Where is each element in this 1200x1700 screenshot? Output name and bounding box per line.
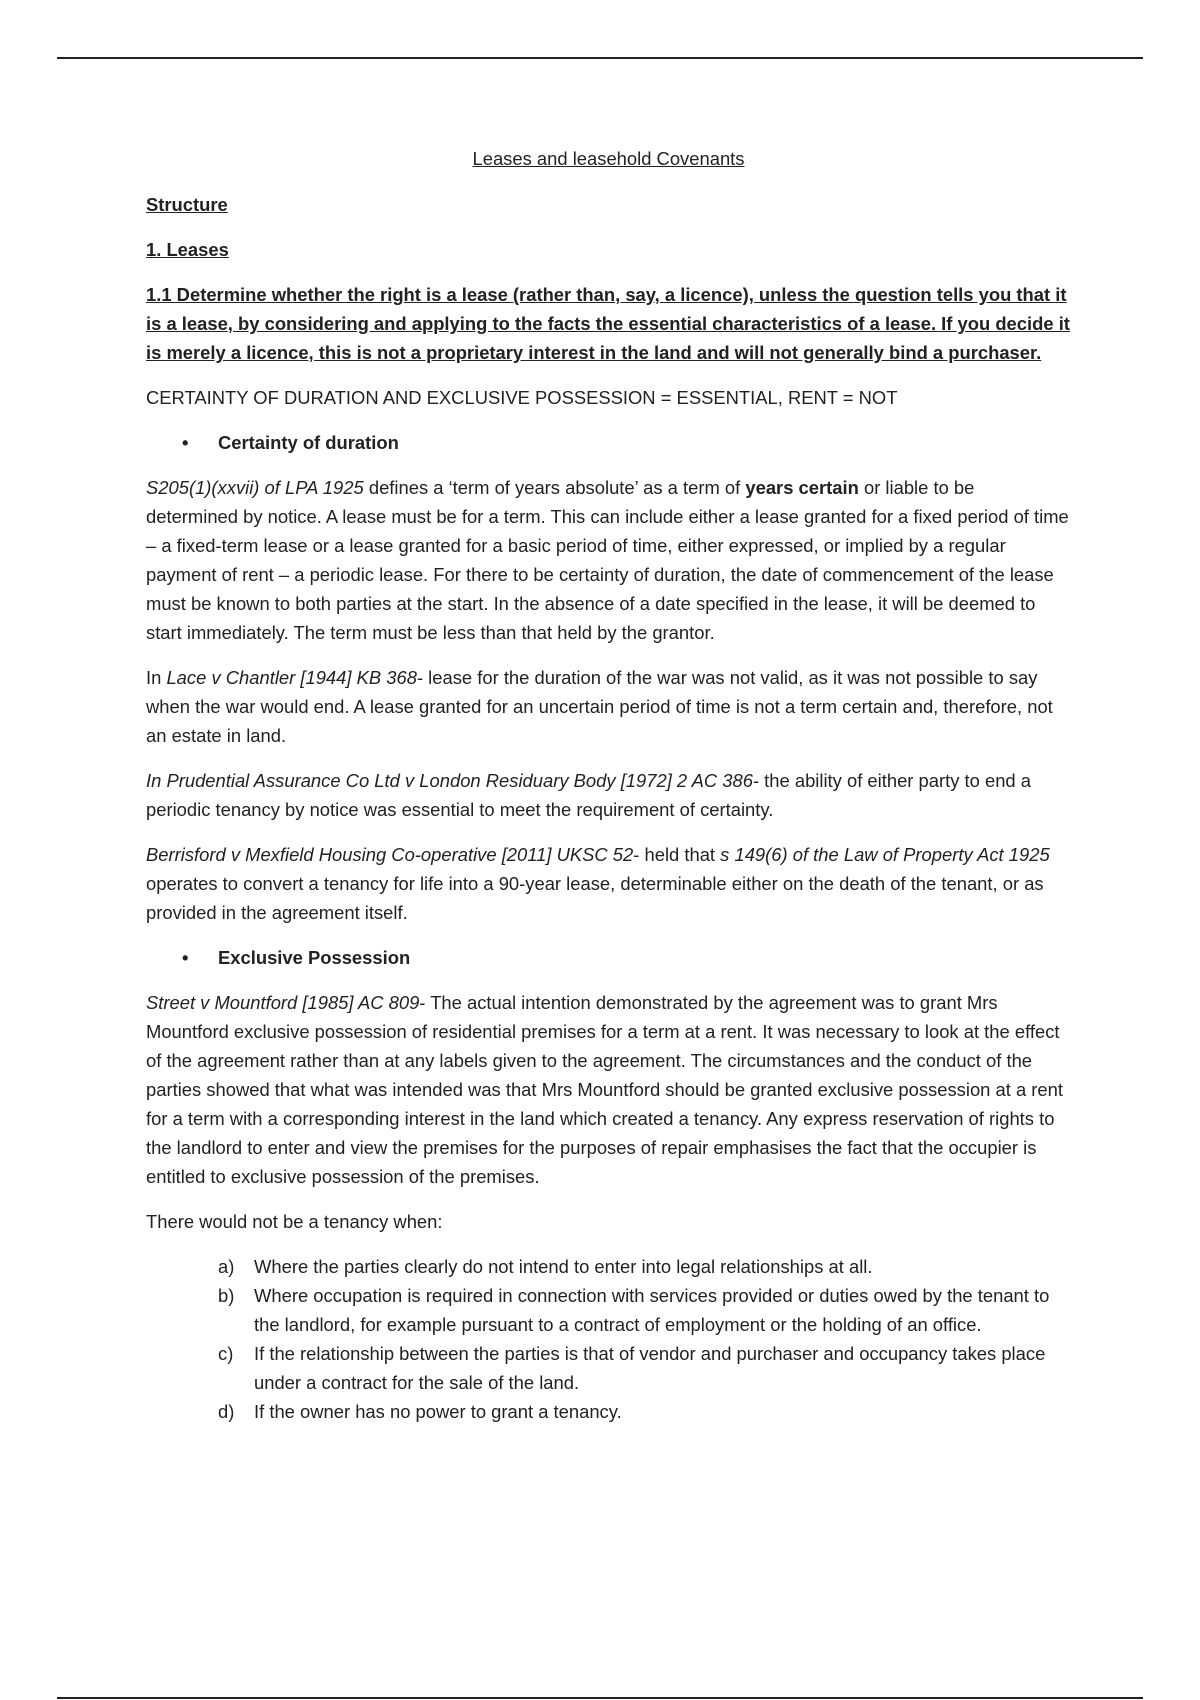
- bullet-label: Certainty of duration: [218, 432, 399, 453]
- emphasis: years certain: [745, 477, 859, 498]
- bullet-icon: •: [182, 947, 189, 968]
- bullet-icon: •: [182, 432, 189, 453]
- list-item-text: If the owner has no power to grant a tenancy.: [254, 1401, 622, 1422]
- paragraph-text: - The actual intention demonstrated by the agreement was to grant Mrs Mountford exclusive possession of residential premises for a term at a rent. It was necessary to look at the effect of the agreement rather than at any labels given to the agreement. The circumstances and the conduct of the parties showed that what was intended was that Mrs Mountford should be granted exclusive possession at a rent for a term with a corresponding interest in the land which created a tenancy. Any express reservation of rights to the landlord to enter and view the premises for the purposes of repair emphasises the fact that the occupier is entitled to exclusive possession of the premises.: [146, 992, 1063, 1187]
- list-marker: d): [218, 1401, 235, 1422]
- list-marker: c): [218, 1343, 234, 1364]
- no-tenancy-list: [146, 1252, 1071, 1426]
- list-item: [146, 1397, 1071, 1426]
- paragraph-text: or liable to be determined by notice. A lease must be for a term. This can include either a lease granted for a fixed period of time – a fixed-term lease or a lease granted for a basic period of time, either expressed, or implied by a regular payment of rent – a periodic lease. For there to be certainty of duration, the date of commencement of the lease must be known to both parties at the start. In the absence of a date specified in the lease, it will be deemed to start immediately. The term must be less than that held by the grantor.: [146, 477, 1069, 643]
- list-marker: b): [218, 1285, 235, 1306]
- paragraph-text: defines a ‘term of years absolute’ as a term of: [363, 477, 746, 498]
- paragraph-text: - lease for the duration of the war was not valid, as it was not possible to say when the war would end. A lease granted for an uncertain period of time is not a term certain and, therefore, not an estate in land.: [146, 667, 1053, 746]
- document-page: [146, 144, 1071, 1426]
- header-rule: [57, 57, 1143, 59]
- bullet-certainty-of-duration: [146, 428, 1071, 457]
- paragraph-lace-v-chantler: [146, 663, 1071, 750]
- section-heading-leases: 1. Leases: [146, 239, 229, 260]
- footer-rule: [57, 1697, 1143, 1699]
- paragraph-text: - the ability of either party to end a periodic tenancy by notice was essential to meet the requirement of certainty.: [146, 770, 1031, 820]
- subsection-1-1: [146, 280, 1071, 367]
- summary-line: CERTAINTY OF DURATION AND EXCLUSIVE POSSESSION = ESSENTIAL, RENT = NOT: [146, 387, 898, 408]
- list-item: [146, 1339, 1071, 1397]
- list-marker: a): [218, 1256, 235, 1277]
- bullet-label: Exclusive Possession: [218, 947, 411, 968]
- document-title: Leases and leasehold Covenants: [472, 148, 745, 169]
- citation: S205(1)(xxvii) of LPA 1925: [146, 477, 364, 498]
- subsection-number: 1.: [146, 284, 162, 305]
- list-item-text: Where occupation is required in connection with services provided or duties owed by the tenant to the landlord, for example pursuant to a contract of employment or the holding of an office.: [254, 1285, 1050, 1335]
- paragraph-text: operates to convert a tenancy for life into a 90-year lease, determinable either on the death of the tenant, or as provided in the agreement itself.: [146, 873, 1044, 923]
- structure-heading: Structure: [146, 194, 228, 215]
- citation: s 149(6) of the Law of Property Act 1925: [720, 844, 1050, 865]
- paragraph-street-v-mountford: [146, 988, 1071, 1191]
- citation: Street v Mountford [1985] AC 809: [146, 992, 420, 1013]
- citation: Lace v Chantler [1944] KB 368: [166, 667, 417, 688]
- paragraph-no-tenancy-intro: There would not be a tenancy when:: [146, 1211, 443, 1232]
- bullet-exclusive-possession: [146, 943, 1071, 972]
- list-item-text: Where the parties clearly do not intend to enter into legal relationships at all.: [254, 1256, 873, 1277]
- subsection-text: 1 Determine whether the right is a lease (rather than, say, a licence), unless the question tells you that it is a lease, by considering and applying to the facts the essential characteristics of a lease. If you decide it is merely a licence, this is not a proprietary interest in the land and will not generally bind a purchaser.: [146, 284, 1070, 363]
- paragraph-text: - held that: [633, 844, 721, 865]
- paragraph-s205: [146, 473, 1071, 647]
- citation: In Prudential Assurance Co Ltd v London Residuary Body [1972] 2 AC 386: [146, 770, 753, 791]
- citation: Berrisford v Mexfield Housing Co-operative [2011] UKSC 52: [146, 844, 634, 865]
- list-item: [146, 1252, 1071, 1281]
- paragraph-prudential: [146, 766, 1071, 824]
- paragraph-text: In: [146, 667, 167, 688]
- paragraph-berrisford: [146, 840, 1071, 927]
- list-item-text: If the relationship between the parties is that of vendor and purchaser and occupancy takes place under a contract for the sale of the land.: [254, 1343, 1046, 1393]
- list-item: [146, 1281, 1071, 1339]
